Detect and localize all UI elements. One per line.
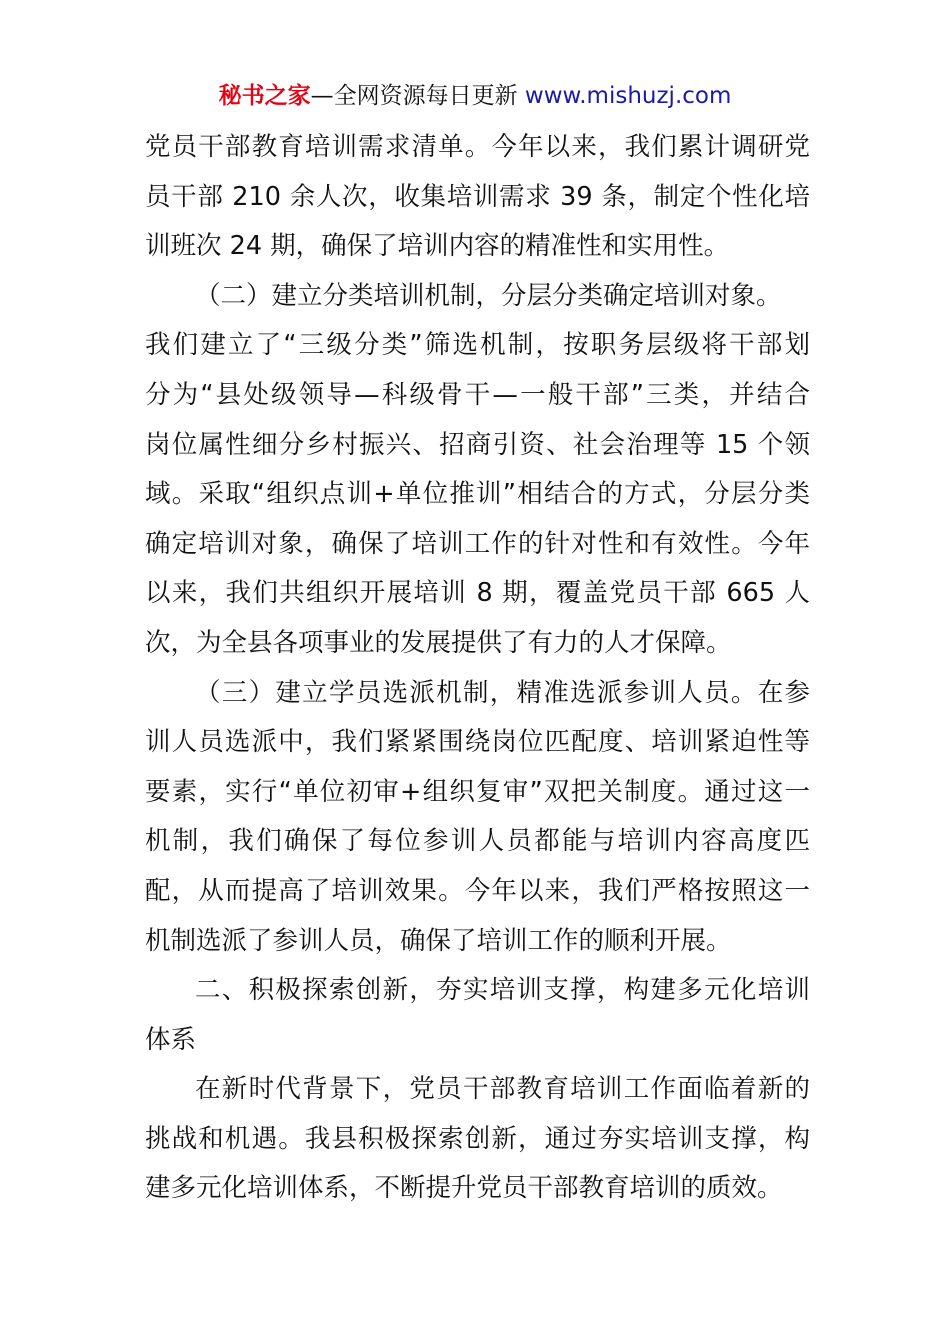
paragraph-line: 次，为全县各项事业的发展提供了有力的人才保障。 [145,627,732,658]
paragraph-line: 员干部 210 余人次，收集培训需求 39 条，制定个性化培 [145,181,810,212]
section-subheading: （二）建立分类培训机制，分层分类确定培训对象。 [195,280,782,311]
brand-name: 秘书之家 [218,83,311,109]
section-heading: 二、积极探索创新，夯实培训支撑，构建多元化培训 [195,975,810,1006]
paragraph-line: 要素，实行“单位初审+组织复审”双把关制度。通过这一 [145,776,810,807]
section-subheading: （三）建立学员选派机制，精准选派参训人员。在参 [195,677,810,708]
paragraph-line: 分为“县处级领导—科级骨干—一般干部”三类，并结合 [145,379,810,410]
site-header [0,80,950,112]
header-tagline: —全网资源每日更新 [310,83,525,109]
paragraph-line: 训班次 24 期，确保了培训内容的精准性和实用性。 [145,231,730,262]
document-body [145,123,810,1214]
paragraph-line: 配，从而提高了培训效果。今年以来，我们严格按照这一 [145,875,810,906]
paragraph-line: 岗位属性细分乡村振兴、招商引资、社会治理等 15 个领 [145,429,810,460]
paragraph-line: 机制，我们确保了每位参训人员都能与培训内容高度匹 [145,826,810,857]
paragraph-line: 域。采取“组织点训+单位推训”相结合的方式，分层分类 [145,479,810,510]
paragraph-line: 挑战和机遇。我县积极探索创新，通过夯实培训支撑，构 [145,1123,810,1154]
paragraph-line: 以来，我们共组织开展培训 8 期，覆盖党员干部 665 人 [145,578,810,609]
section-heading-continued: 体系 [145,1024,197,1055]
site-url-link[interactable]: www.mishuzj.com [524,83,732,109]
paragraph-line: 建多元化培训体系，不断提升党员干部教育培训的质效。 [145,1173,783,1204]
paragraph-line: 训人员选派中，我们紧紧围绕岗位匹配度、培训紧迫性等 [145,727,810,758]
paragraph-line: 我们建立了“三级分类”筛选机制，按职务层级将干部划 [145,330,810,361]
paragraph-line: 确定培训对象，确保了培训工作的针对性和有效性。今年 [145,528,810,559]
paragraph-line: 机制选派了参训人员，确保了培训工作的顺利开展。 [145,925,732,956]
paragraph-line: 在新时代背景下，党员干部教育培训工作面临着新的 [195,1074,810,1105]
paragraph-line: 党员干部教育培训需求清单。今年以来，我们累计调研党 [145,132,810,162]
